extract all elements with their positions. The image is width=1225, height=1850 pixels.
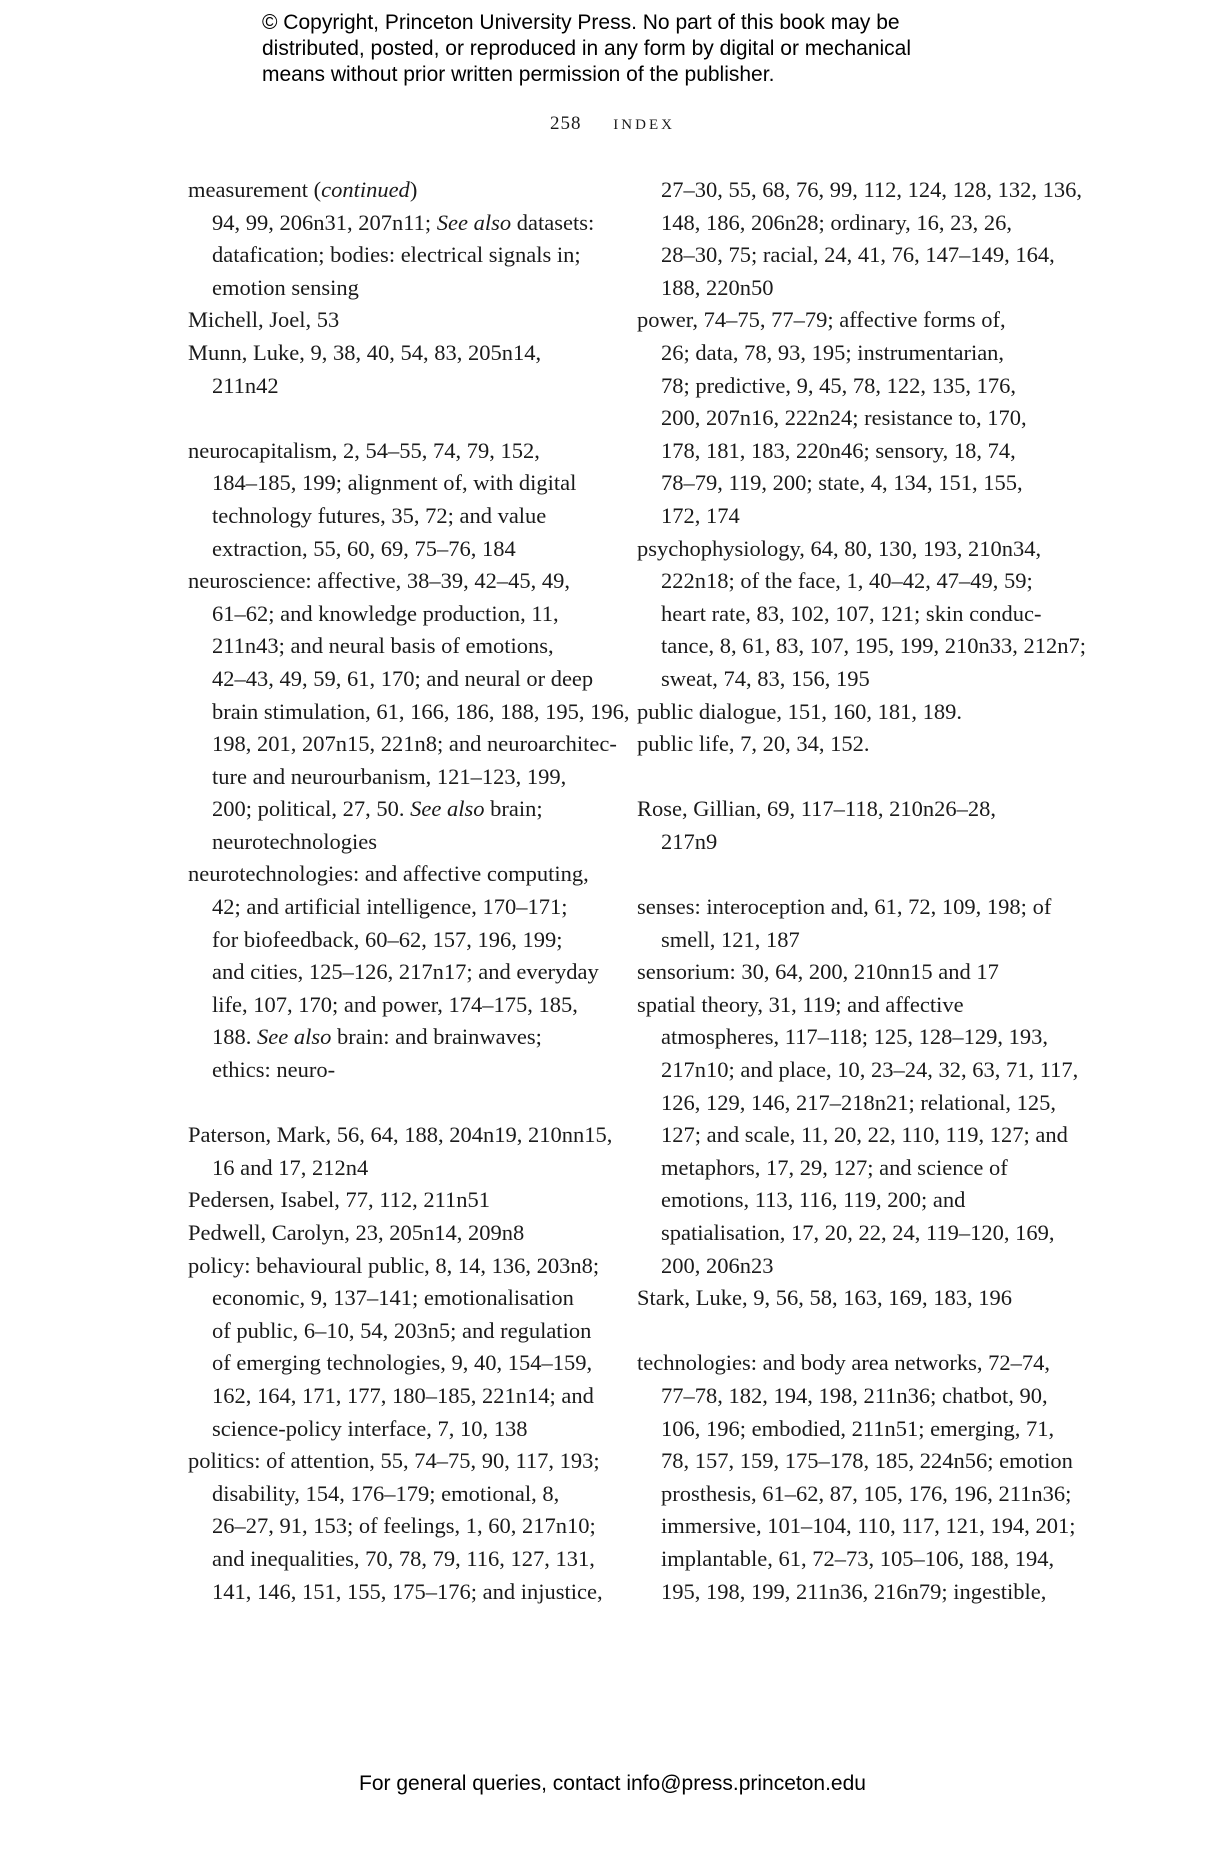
index-entry-continuation: 42–43, 49, 59, 61, 170; and neural or deep bbox=[212, 665, 594, 691]
index-entry: public life, 7, 20, 34, 152. bbox=[637, 731, 870, 757]
index-entry-continuation: datafication; bodies: electrical signals in; bbox=[212, 242, 581, 268]
index-entry-continuation: technology futures, 35, 72; and value bbox=[212, 502, 547, 528]
index-entry-continuation: 178, 181, 183, 220n46; sensory, 18, 74, bbox=[661, 437, 1016, 463]
index-entry-continuation: and inequalities, 70, 78, 79, 116, 127, 131, bbox=[212, 1545, 595, 1571]
index-entry-continuation: ture and neurourbanism, 121–123, 199, bbox=[212, 763, 567, 789]
index-entry-continuation: atmospheres, 117–118; 125, 128–129, 193, bbox=[661, 1024, 1049, 1050]
index-entry-continuation: 184–185, 199; alignment of, with digital bbox=[212, 470, 577, 496]
index-entry-continuation: 188, 220n50 bbox=[661, 274, 774, 300]
index-entry-continuation: 211n42 bbox=[212, 372, 279, 398]
index-entry-continuation: prosthesis, 61–62, 87, 105, 176, 196, 211n36; bbox=[661, 1480, 1072, 1506]
entry-spacer bbox=[188, 402, 613, 435]
index-entry-continuation: spatialisation, 17, 20, 22, 24, 119–120, 169, bbox=[661, 1220, 1055, 1245]
index-entry-continuation: 106, 196; embodied, 211n51; emerging, 71, bbox=[661, 1415, 1055, 1441]
index-entry: power, 74–75, 77–79; affective forms of, bbox=[637, 307, 1006, 333]
index-entry-continuation: 200; political, 27, 50. See also brain; bbox=[212, 796, 543, 822]
index-entry-continuation: 217n9 bbox=[661, 828, 718, 854]
index-entry: sensorium: 30, 64, 200, 210nn15 and 17 bbox=[637, 959, 999, 985]
index-entry-continuation: 26; data, 78, 93, 195; instrumentarian, bbox=[661, 339, 1005, 365]
index-entry-continuation: extraction, 55, 60, 69, 75–76, 184 bbox=[212, 535, 516, 561]
index-entry-continuation: tance, 8, 61, 83, 107, 195, 199, 210n33, 212n7; bbox=[661, 633, 1086, 659]
index-entry-continuation: smell, 121, 187 bbox=[661, 926, 800, 952]
index-column-left bbox=[188, 174, 630, 1608]
index-entry-continuation: 222n18; of the face, 1, 40–42, 47–49, 59; bbox=[661, 568, 1033, 594]
index-entry-continuation: implantable, 61, 72–73, 105–106, 188, 194, bbox=[661, 1545, 1055, 1571]
running-head bbox=[0, 110, 1225, 135]
index-column-right bbox=[637, 174, 1086, 1608]
index-entry-continuation: 200, 206n23 bbox=[661, 1252, 774, 1278]
index-entry: Pedersen, Isabel, 77, 112, 211n51 bbox=[188, 1187, 491, 1213]
index-entry-continuation: 126, 129, 146, 217–218n21; relational, 125, bbox=[661, 1089, 1056, 1115]
index-entry-continuation: 211n43; and neural basis of emotions, bbox=[212, 633, 554, 659]
index-entry-continuation: 94, 99, 206n31, 207n11; See also datasets: bbox=[212, 209, 595, 235]
index-entry: senses: interoception and, 61, 72, 109, 198; of bbox=[637, 894, 1052, 920]
copyright-notice bbox=[262, 10, 1022, 88]
index-entry-continuation: 127; and scale, 11, 20, 22, 110, 119, 127; and bbox=[661, 1122, 1068, 1148]
index-entry-continuation: 61–62; and knowledge production, 11, bbox=[212, 600, 559, 626]
index-entry: psychophysiology, 64, 80, 130, 193, 210n34, bbox=[637, 535, 1042, 561]
index-entry-continuation: heart rate, 83, 102, 107, 121; skin conduc- bbox=[661, 600, 1042, 626]
page-number: 258 bbox=[550, 113, 582, 134]
entry-spacer bbox=[188, 1087, 613, 1120]
index-entry-continuation: metaphors, 17, 29, 127; and science of bbox=[661, 1154, 1008, 1180]
index-entry-continuation: for biofeedback, 60–62, 157, 196, 199; bbox=[212, 926, 563, 952]
index-entry-continuation: 217n10; and place, 10, 23–24, 32, 63, 71, 117, bbox=[661, 1057, 1079, 1083]
index-entry-continuation: 78, 157, 159, 175–178, 185, 224n56; emotion bbox=[661, 1448, 1073, 1474]
index-entry: politics: of attention, 55, 74–75, 90, 117, 193; bbox=[188, 1448, 600, 1474]
index-entry-continuation: 148, 186, 206n28; ordinary, 16, 23, 26, bbox=[661, 209, 1013, 235]
index-entry-continuation: 172, 174 bbox=[661, 502, 740, 528]
index-entry: neuroscience: affective, 38–39, 42–45, 49, bbox=[188, 568, 570, 594]
copyright-line: © Copyright, Princeton University Press. No part of this book may be bbox=[262, 11, 900, 34]
entry-spacer bbox=[637, 858, 1062, 891]
index-entry-continuation: of emerging technologies, 9, 40, 154–159, bbox=[212, 1350, 593, 1376]
index-entry-continuation: 16 and 17, 212n4 bbox=[212, 1154, 369, 1180]
index-entry-continuation: emotion sensing bbox=[212, 274, 359, 300]
index-entry-continuation: economic, 9, 137–141; emotionalisation bbox=[212, 1285, 574, 1311]
index-entry-continuation: and cities, 125–126, 217n17; and everyday bbox=[212, 959, 599, 985]
index-entry-continuation: immersive, 101–104, 110, 117, 121, 194, 201; bbox=[661, 1513, 1076, 1539]
index-entry: neurocapitalism, 2, 54–55, 74, 79, 152, bbox=[188, 437, 540, 463]
index-entry-continuation: 162, 164, 171, 177, 180–185, 221n14; and bbox=[212, 1382, 594, 1408]
index-entry: public dialogue, 151, 160, 181, 189. bbox=[637, 698, 962, 724]
index-entry-continuation: ethics: neuro- bbox=[212, 1057, 336, 1083]
index-entry-continuation: science-policy interface, 7, 10, 138 bbox=[212, 1415, 528, 1441]
index-entry: Munn, Luke, 9, 38, 40, 54, 83, 205n14, bbox=[188, 339, 542, 365]
footer-contact: For general queries, contact info@press.princeton.edu bbox=[359, 1772, 866, 1795]
index-entry-continuation: 195, 198, 199, 211n36, 216n79; ingestible, bbox=[661, 1578, 1047, 1604]
index-entry-continuation: 42; and artificial intelligence, 170–171; bbox=[212, 894, 568, 920]
index-entry: Rose, Gillian, 69, 117–118, 210n26–28, bbox=[637, 796, 996, 822]
index-entry: Paterson, Mark, 56, 64, 188, 204n19, 210nn15, bbox=[188, 1122, 613, 1148]
index-entry-continuation: of public, 6–10, 54, 203n5; and regulation bbox=[212, 1317, 592, 1343]
index-entry-continuation: 78; predictive, 9, 45, 78, 122, 135, 176, bbox=[661, 372, 1016, 398]
index-entry-continuation: 78–79, 119, 200; state, 4, 134, 151, 155, bbox=[661, 470, 1023, 496]
index-entry-continuation: life, 107, 170; and power, 174–175, 185, bbox=[212, 991, 578, 1017]
index-entry-continuation: 77–78, 182, 194, 198, 211n36; chatbot, 90, bbox=[661, 1382, 1048, 1408]
index-entry-continuation: 198, 201, 207n15, 221n8; and neuroarchitec- bbox=[212, 731, 617, 757]
entry-spacer bbox=[637, 761, 1062, 794]
index-entry-continuation: 188. See also brain: and brainwaves; bbox=[212, 1024, 542, 1050]
index-entry-continuation: 26–27, 91, 153; of feelings, 1, 60, 217n10; bbox=[212, 1513, 596, 1539]
index-entry: spatial theory, 31, 119; and affective bbox=[637, 991, 964, 1017]
index-entry-continuation: neurotechnologies bbox=[212, 828, 377, 854]
index-entry: neurotechnologies: and affective computing, bbox=[188, 861, 589, 887]
entry-spacer bbox=[637, 1315, 1062, 1348]
index-entry: technologies: and body area networks, 72–74, bbox=[637, 1350, 1051, 1376]
index-entry-continuation: brain stimulation, 61, 166, 186, 188, 195, 196, bbox=[212, 698, 630, 724]
copyright-line: means without prior written permission of the publisher. bbox=[262, 63, 775, 86]
index-entry-continuation: 27–30, 55, 68, 76, 99, 112, 124, 128, 132, 136, bbox=[661, 177, 1083, 202]
index-entry: Stark, Luke, 9, 56, 58, 163, 169, 183, 196 bbox=[637, 1285, 1012, 1311]
section-title: index bbox=[613, 110, 675, 134]
index-entry: measurement (continued) bbox=[188, 177, 418, 202]
index-entry-continuation: 28–30, 75; racial, 24, 41, 76, 147–149, 164, bbox=[661, 242, 1055, 268]
index-entry: policy: behavioural public, 8, 14, 136, 203n8; bbox=[188, 1252, 600, 1278]
index-entry-continuation: sweat, 74, 83, 156, 195 bbox=[661, 665, 870, 691]
index-entry-continuation: 200, 207n16, 222n24; resistance to, 170, bbox=[661, 405, 1027, 431]
index-entry: Michell, Joel, 53 bbox=[188, 307, 340, 333]
index-entry-continuation: 141, 146, 151, 155, 175–176; and injustice, bbox=[212, 1578, 603, 1604]
index-entry: Pedwell, Carolyn, 23, 205n14, 209n8 bbox=[188, 1220, 525, 1245]
index-entry-continuation: emotions, 113, 116, 119, 200; and bbox=[661, 1187, 966, 1213]
copyright-line: distributed, posted, or reproduced in any form by digital or mechanical bbox=[262, 37, 912, 60]
index-entry-continuation: disability, 154, 176–179; emotional, 8, bbox=[212, 1480, 560, 1506]
